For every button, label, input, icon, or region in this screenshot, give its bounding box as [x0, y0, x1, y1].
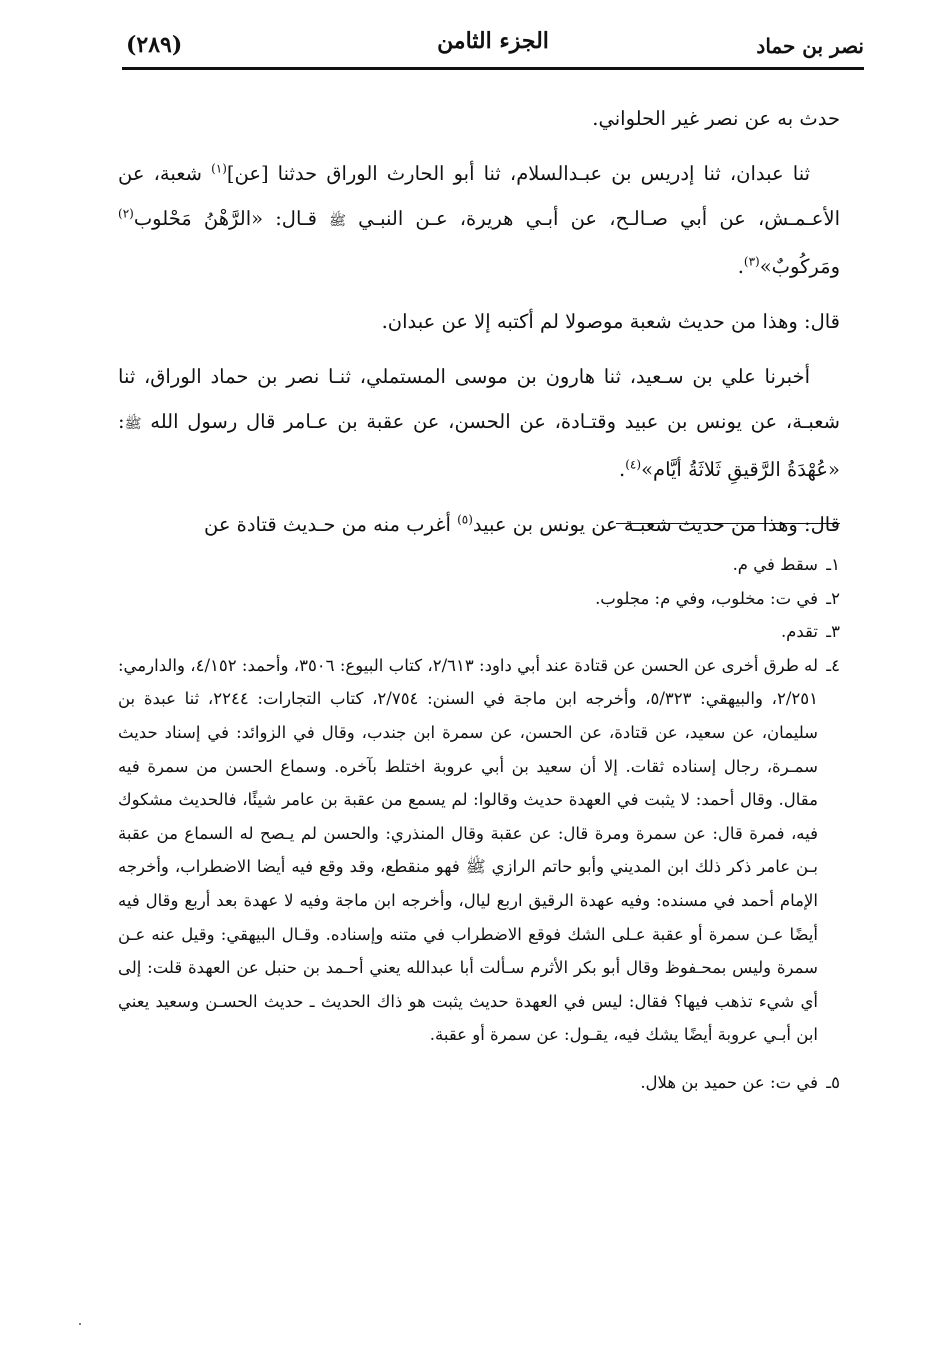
scan-speck [79, 1323, 81, 1325]
footnote-text: له طرق أخرى عن الحسن عن قتادة عند أبي داود: ٢/٦١٣، كتاب البيوع: ٣٥٠٦، وأحمد: ٤/١٥٢، والدارمي: ٢/٢٥١، والبيهقي: ٥/٣٢٣، وأخرجه ابن ماجة في السنن: ٢/٧٥٤، كتاب التجارات: ٢٢٤٤، ثنا عبدة بن سليمان، عن سعيد، عن قتادة، عن الحسن، عن سمرة ابن جندب، وقال في الزوائد: في إسناد حديث سمـرة، رجال إسناده ثقات. إلا أن سعيد بن أبي عروبة اختلط بآخره. وسماع الحسن من سمرة فيه مقال. وقال أحمد: لا يثبت في العهدة حديث وقالوا: لم يسمع من عقبة بن عامر شيئًا، فالحديث مشكوك فيه، فمرة قال: عن سمرة ومرة قال: عن عقبة وقال المنذري: والحسن لم يـصح له السماع من عقبة بـن عامر ذكر ذلك ابن المديني وأبو حاتم الرازي ﷺ فهو منقطع، وقد وقع فيه أيضا الاضطراب، وأخرجه الإمام أحمد في مسنده: وفيه عهدة الرقيق اربع ليال، وأخرجه ابن ماجة وفيه لا عهدة بعد أربع وقال فيه أيضًا عـن سمرة أو عقبة عـلى الشك فوقع الاضطراب في متنه وإسناده. وقـال البيهقي: وقيل عنه عـن سمرة وليس بمحـفوظ وقال أبو بكر الأثرم سـألت أبا عبدالله يعني أحـمد بن حنبل عن العهدة قلت: إلى أي شيء تذهب فيها؟ فقال: ليس في العهدة حديث يثبت هو ذاك الحديث ـ حديث الحسـن وسعيد يعني ابن أبـي عروبة أيضًا يشك فيه، يقـول: عن سمرة أو عقبة. [118, 655, 819, 1045]
page-number: (٢٨٩) [126, 32, 183, 58]
footnote-number: ١ـ [826, 555, 840, 574]
paragraph-4-text-a: أخبرنا علي بن سـعيد، ثنا هارون بن موسى المستملي، ثنـا نصر بن حماد الوراق، ثنا شعبـة، عن يونس بن عبيد وقتـادة، عن الحسن، عن عقبة بن عـامر قال رسول الله [118, 365, 840, 433]
paragraph-4-text-c: . [619, 458, 626, 481]
footnote-separator [616, 523, 840, 524]
paragraph-4-text-b: : «عُهْدَةُ الرَّقيقِ ثَلاثَةُ أيَّام» [118, 410, 840, 481]
footnote-number: ٣ـ [826, 622, 840, 642]
page-header [122, 26, 864, 66]
header-rule [122, 67, 864, 70]
paragraph-5-text-b: أغرب منه من حـديث قتادة عن [203, 513, 458, 536]
paragraph-2-text-e: . [737, 255, 744, 278]
paragraph-2 [118, 151, 840, 289]
footnote-ref-5: (٥) [457, 512, 473, 527]
part-title: الجزء الثامن [437, 28, 549, 54]
footnote-ref-4: (٤) [625, 457, 642, 472]
paragraph-2-text-a: ثنا عبدان، ثنا إدريس بن عبـدالسلام، ثنا أبو الحارث الوراق حدثنا [عن] [226, 162, 810, 185]
honorific-glyph: ﷺ [329, 213, 346, 229]
paragraph-4 [118, 354, 840, 492]
footnote-number: ٢ـ [826, 588, 840, 608]
footnote-2 [118, 582, 840, 616]
footnote-5 [118, 1066, 840, 1100]
paragraph-3: قال: وهذا من حديث شعبة موصولا لم أكتبه إلا عن عبدان. [381, 310, 840, 333]
footnotes [118, 548, 840, 1100]
footnote-number: ٥ـ [826, 1072, 840, 1092]
paragraph-2-text-b: شعبة، عن الأعـمـش، عن أبي صـالـح، عن أبـي هريرة، عـن النبـي [118, 162, 840, 230]
paragraph-1: حدث به عن نصر غير الحلواني. [592, 107, 840, 130]
footnote-3 [118, 615, 840, 649]
footnote-text: سقط في م. [732, 555, 818, 574]
book-name: نصر بن حماد [756, 34, 864, 58]
footnote-text: تقدم. [780, 622, 818, 642]
footnote-ref-3: (٣) [743, 254, 760, 269]
footnote-ref-2: (٢) [118, 206, 134, 221]
footnote-1 [118, 548, 840, 582]
footnote-text: في ت: مخلوب، وفي م: مجلوب. [595, 588, 818, 608]
paragraph-2-text-c: قـال: «الرَّهْنُ مَحْلوب [133, 207, 330, 230]
paragraph-5 [118, 502, 840, 547]
footnote-ref-1: (١) [211, 161, 227, 176]
footnote-number: ٤ـ [826, 655, 840, 675]
main-text [118, 96, 840, 547]
footnote-4 [118, 649, 840, 1052]
honorific-glyph: ﷺ [124, 416, 142, 432]
paragraph-2-text-d: ومَركُوبٌ» [759, 255, 840, 278]
footnote-text: في ت: عن حميد بن هلال. [640, 1072, 818, 1092]
paragraph-5-text-a: قال: وهذا من حديث شعبـة عن يونس بن عبيد [472, 513, 840, 536]
